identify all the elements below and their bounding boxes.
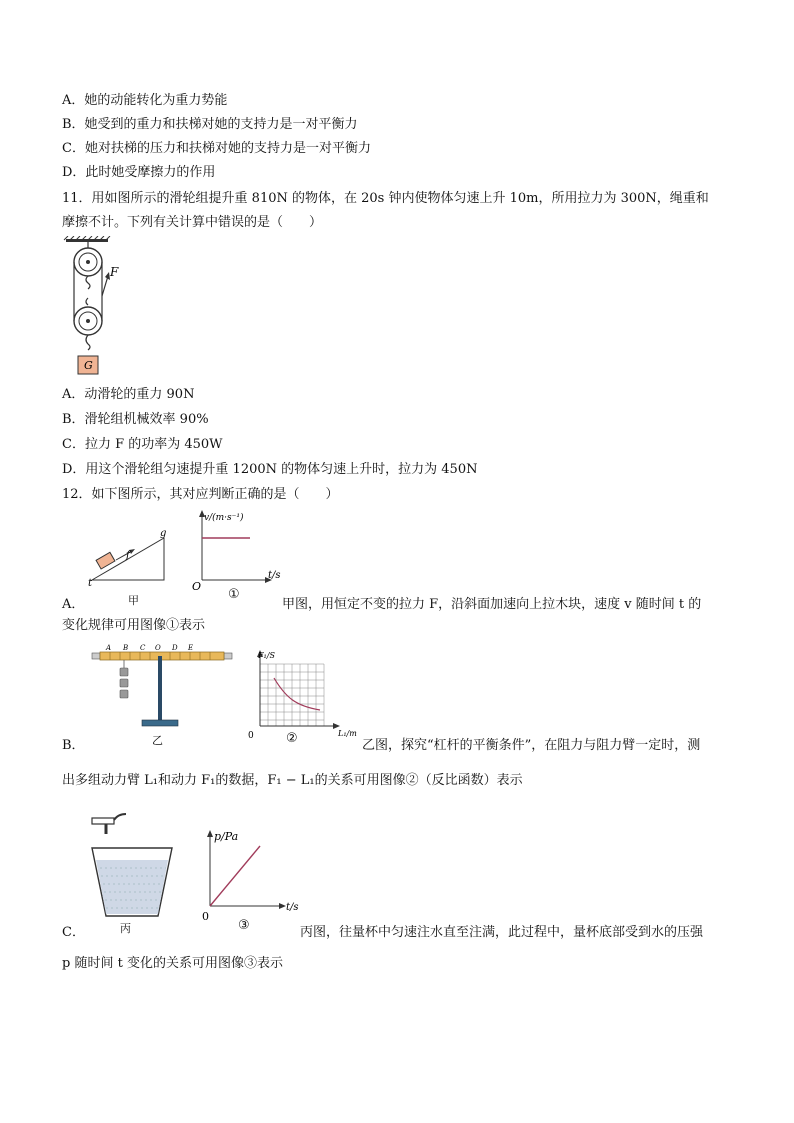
q12-b-letter: B． bbox=[62, 738, 85, 753]
graph3-ylabel: p/Pa bbox=[214, 830, 239, 843]
faucet bbox=[92, 818, 114, 824]
incline-label-g: g bbox=[160, 528, 167, 539]
q11-stem-line1: 11．用如图所示的滑轮组提升重 810N 的物体，在 20s 钟内使物体匀速上升 10m，所用拉力为 300N，绳重和 bbox=[62, 191, 709, 206]
pull-arrow bbox=[129, 549, 135, 554]
force-label: F bbox=[110, 265, 119, 279]
q10-option-b: B．她受到的重力和扶梯对她的支持力是一对平衡力 bbox=[62, 117, 358, 132]
q12-c-text-line1: 丙图，往量杯中匀速注水直至注满，此过程中，量杯底部受到水的压强 bbox=[300, 925, 704, 940]
fig-caption-yi: 乙 bbox=[152, 734, 163, 747]
lever-label-e: E bbox=[188, 644, 194, 652]
q12-c-letter: C． bbox=[62, 925, 85, 940]
graph1-origin: O bbox=[192, 580, 202, 592]
graph1-xlabel: t/s bbox=[268, 570, 281, 581]
graph2-origin: 0 bbox=[248, 731, 254, 741]
weight-label: G bbox=[84, 359, 93, 372]
graph-caption-2: ② bbox=[286, 731, 298, 746]
lever-figure bbox=[88, 644, 236, 732]
q11-option-b: B．滑轮组机械效率 90% bbox=[62, 412, 209, 427]
q12-b-text-line2: 出多组动力臂 L₁和动力 F₁的数据，F₁ − L₁的关系可用图像②（反比函数）表示 bbox=[62, 773, 523, 788]
measuring-cup-figure bbox=[88, 812, 188, 924]
incline-label-f: f bbox=[126, 550, 130, 561]
lever-label-b: B bbox=[123, 644, 129, 652]
pull-rope bbox=[102, 276, 108, 296]
hanging-weights bbox=[120, 668, 128, 698]
q10-option-a: A．她的动能转化为重力势能 bbox=[62, 93, 228, 108]
pressure-line bbox=[210, 846, 260, 906]
fig-caption-jia: 甲 bbox=[128, 594, 139, 607]
q10-option-d: D．此时她受摩擦力的作用 bbox=[62, 165, 216, 180]
q12-a-letter: A． bbox=[62, 597, 85, 612]
q12-stem: 12．如下图所示，其对应判断正确的是（ ） bbox=[62, 487, 339, 502]
velocity-time-graph bbox=[190, 506, 290, 592]
incline-label-t: t bbox=[88, 578, 93, 589]
lever-label-o: O bbox=[155, 644, 161, 652]
ceiling bbox=[66, 239, 108, 242]
graph3-origin: 0 bbox=[202, 910, 209, 922]
graph1-ylabel: v/(m·s⁻¹) bbox=[204, 513, 244, 523]
fig-caption-bing: 丙 bbox=[120, 922, 131, 935]
q12-a-text-line1: 甲图，用恒定不变的拉力 F，沿斜面加速向上拉木块，速度 v 随时间 t 的 bbox=[282, 597, 702, 612]
q12-b-text-line1: 乙图，探究“杠杆的平衡条件”，在阻力与阻力臂一定时，测 bbox=[362, 738, 701, 753]
pulley-system-figure bbox=[62, 236, 132, 378]
q11-option-d: D．用这个滑轮组匀速提升重 1200N 的物体匀速上升时，拉力为 450N bbox=[62, 462, 478, 477]
graph3-xlabel: t/s bbox=[286, 902, 299, 913]
q12-a-text-line2: 变化规律可用图像①表示 bbox=[62, 618, 206, 633]
lever-label-a: A bbox=[106, 644, 112, 652]
q11-option-a: A．动滑轮的重力 90N bbox=[62, 387, 195, 402]
q11-option-c: C．拉力 F 的功率为 450W bbox=[62, 437, 223, 452]
force-arm-graph bbox=[244, 648, 360, 742]
graph2-grid bbox=[260, 664, 324, 726]
q11-stem-line2: 摩擦不计。下列有关计算中错误的是（ ） bbox=[62, 215, 323, 230]
wooden-block bbox=[96, 552, 115, 569]
lever-label-d: D bbox=[172, 644, 178, 652]
q10-option-c: C．她对扶梯的压力和扶梯对她的支持力是一对平衡力 bbox=[62, 141, 371, 156]
lever-label-c: C bbox=[140, 644, 146, 652]
graph-caption-3: ③ bbox=[238, 918, 250, 933]
lever-base bbox=[142, 720, 178, 726]
q12-c-text-line2: p 随时间 t 变化的关系可用图像③表示 bbox=[62, 956, 283, 971]
graph2-xlabel: L₁/m bbox=[338, 729, 357, 738]
graph2-ylabel: F₁/S bbox=[258, 651, 275, 660]
graph-caption-1: ① bbox=[228, 587, 240, 602]
inverse-curve bbox=[274, 678, 320, 710]
incline-figure bbox=[88, 528, 176, 594]
pressure-time-graph bbox=[200, 826, 300, 922]
